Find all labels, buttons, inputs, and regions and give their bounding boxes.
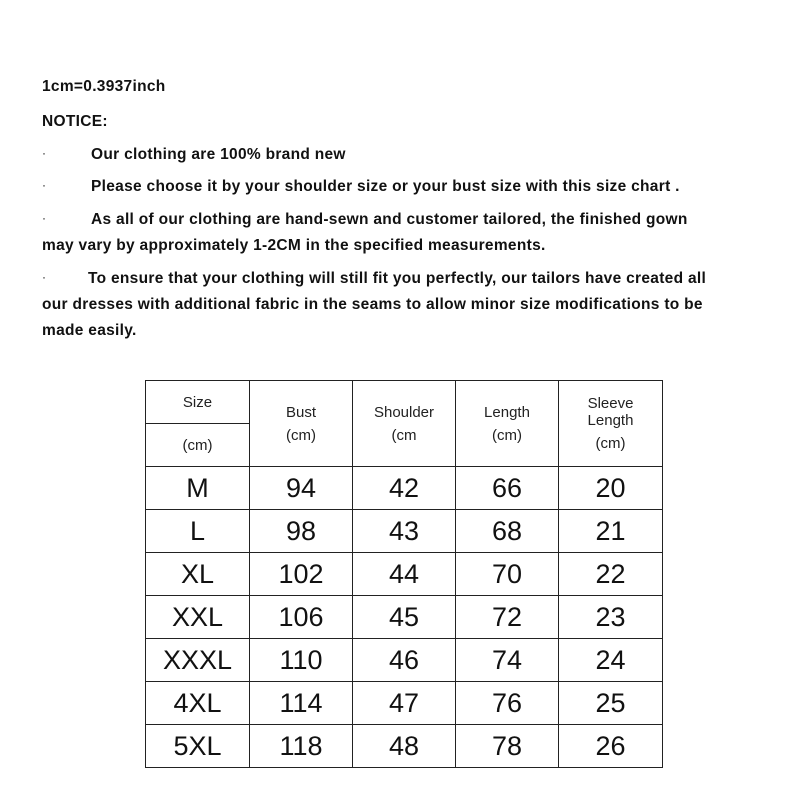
size-cell: XL <box>146 553 250 596</box>
size-cell: 5XL <box>146 725 250 768</box>
length-cell: 70 <box>456 553 559 596</box>
sleeve-header-unit: (cm) <box>595 435 626 452</box>
table-row <box>146 682 663 725</box>
bust-cell: 98 <box>250 510 353 553</box>
notice-item-3-line-2: may vary by approximately 1-2CM in the specified measurements. <box>42 237 546 254</box>
sleeve-length-cell: 25 <box>559 682 663 725</box>
table-row <box>146 510 663 553</box>
sleeve-length-cell: 22 <box>559 553 663 596</box>
sleeve-length-cell: 26 <box>559 725 663 768</box>
table-row <box>146 553 663 596</box>
shoulder-header-name: Shoulder <box>373 403 435 421</box>
length-cell: 76 <box>456 682 559 725</box>
length-header-name: Length <box>484 403 530 421</box>
shoulder-header <box>353 381 456 467</box>
bust-cell: 114 <box>250 682 353 725</box>
sleeve-header-name-2: Length <box>587 412 634 429</box>
size-cell: M <box>146 467 250 510</box>
sleeve-length-cell: 24 <box>559 639 663 682</box>
notice-title: NOTICE: <box>42 113 108 130</box>
length-cell: 74 <box>456 639 559 682</box>
size-chart-table <box>145 380 663 768</box>
sleeve-header-name-1: Sleeve <box>587 395 634 412</box>
bust-cell: 106 <box>250 596 353 639</box>
size-unit-header: (cm) <box>146 424 250 467</box>
size-cell: 4XL <box>146 682 250 725</box>
size-cell: L <box>146 510 250 553</box>
bullet-3: · <box>42 211 47 225</box>
shoulder-cell: 44 <box>353 553 456 596</box>
bust-header <box>250 381 353 467</box>
sleeve-length-cell: 21 <box>559 510 663 553</box>
bust-cell: 102 <box>250 553 353 596</box>
bust-cell: 110 <box>250 639 353 682</box>
table-row <box>146 467 663 510</box>
length-cell: 72 <box>456 596 559 639</box>
shoulder-cell: 47 <box>353 682 456 725</box>
notice-item-1: Our clothing are 100% brand new <box>91 146 346 163</box>
notice-item-4-line-2: our dresses with additional fabric in the seams to allow minor size modifications to be <box>42 296 703 313</box>
size-header: Size <box>146 381 250 424</box>
shoulder-cell: 46 <box>353 639 456 682</box>
bust-header-name: Bust <box>285 403 316 421</box>
table-row <box>146 639 663 682</box>
shoulder-cell: 43 <box>353 510 456 553</box>
size-cell: XXL <box>146 596 250 639</box>
unit-conversion: 1cm=0.3937inch <box>42 78 166 95</box>
shoulder-cell: 42 <box>353 467 456 510</box>
shoulder-cell: 45 <box>353 596 456 639</box>
shoulder-header-unit: (cm <box>391 426 417 444</box>
notice-item-2: Please choose it by your shoulder size or your bust size with this size chart . <box>91 178 680 195</box>
sleeve-length-cell: 23 <box>559 596 663 639</box>
notice-item-4-line-1: To ensure that your clothing will still fit you perfectly, our tailors have created all <box>88 270 707 287</box>
table-row <box>146 725 663 768</box>
bust-cell: 94 <box>250 467 353 510</box>
length-header-unit: (cm) <box>492 426 522 444</box>
bullet-2: · <box>42 178 47 192</box>
length-cell: 66 <box>456 467 559 510</box>
bust-cell: 118 <box>250 725 353 768</box>
shoulder-cell: 48 <box>353 725 456 768</box>
bullet-1: · <box>42 146 47 160</box>
notice-item-4-line-3: made easily. <box>42 322 137 339</box>
length-cell: 78 <box>456 725 559 768</box>
table-row <box>146 596 663 639</box>
size-cell: XXXL <box>146 639 250 682</box>
sleeve-length-cell: 20 <box>559 467 663 510</box>
notice-item-3-line-1: As all of our clothing are hand-sewn and customer tailored, the finished gown <box>91 211 688 228</box>
length-header <box>456 381 559 467</box>
bust-header-unit: (cm) <box>286 426 316 444</box>
sleeve-length-header <box>559 381 663 467</box>
length-cell: 68 <box>456 510 559 553</box>
bullet-4: · <box>42 270 47 284</box>
